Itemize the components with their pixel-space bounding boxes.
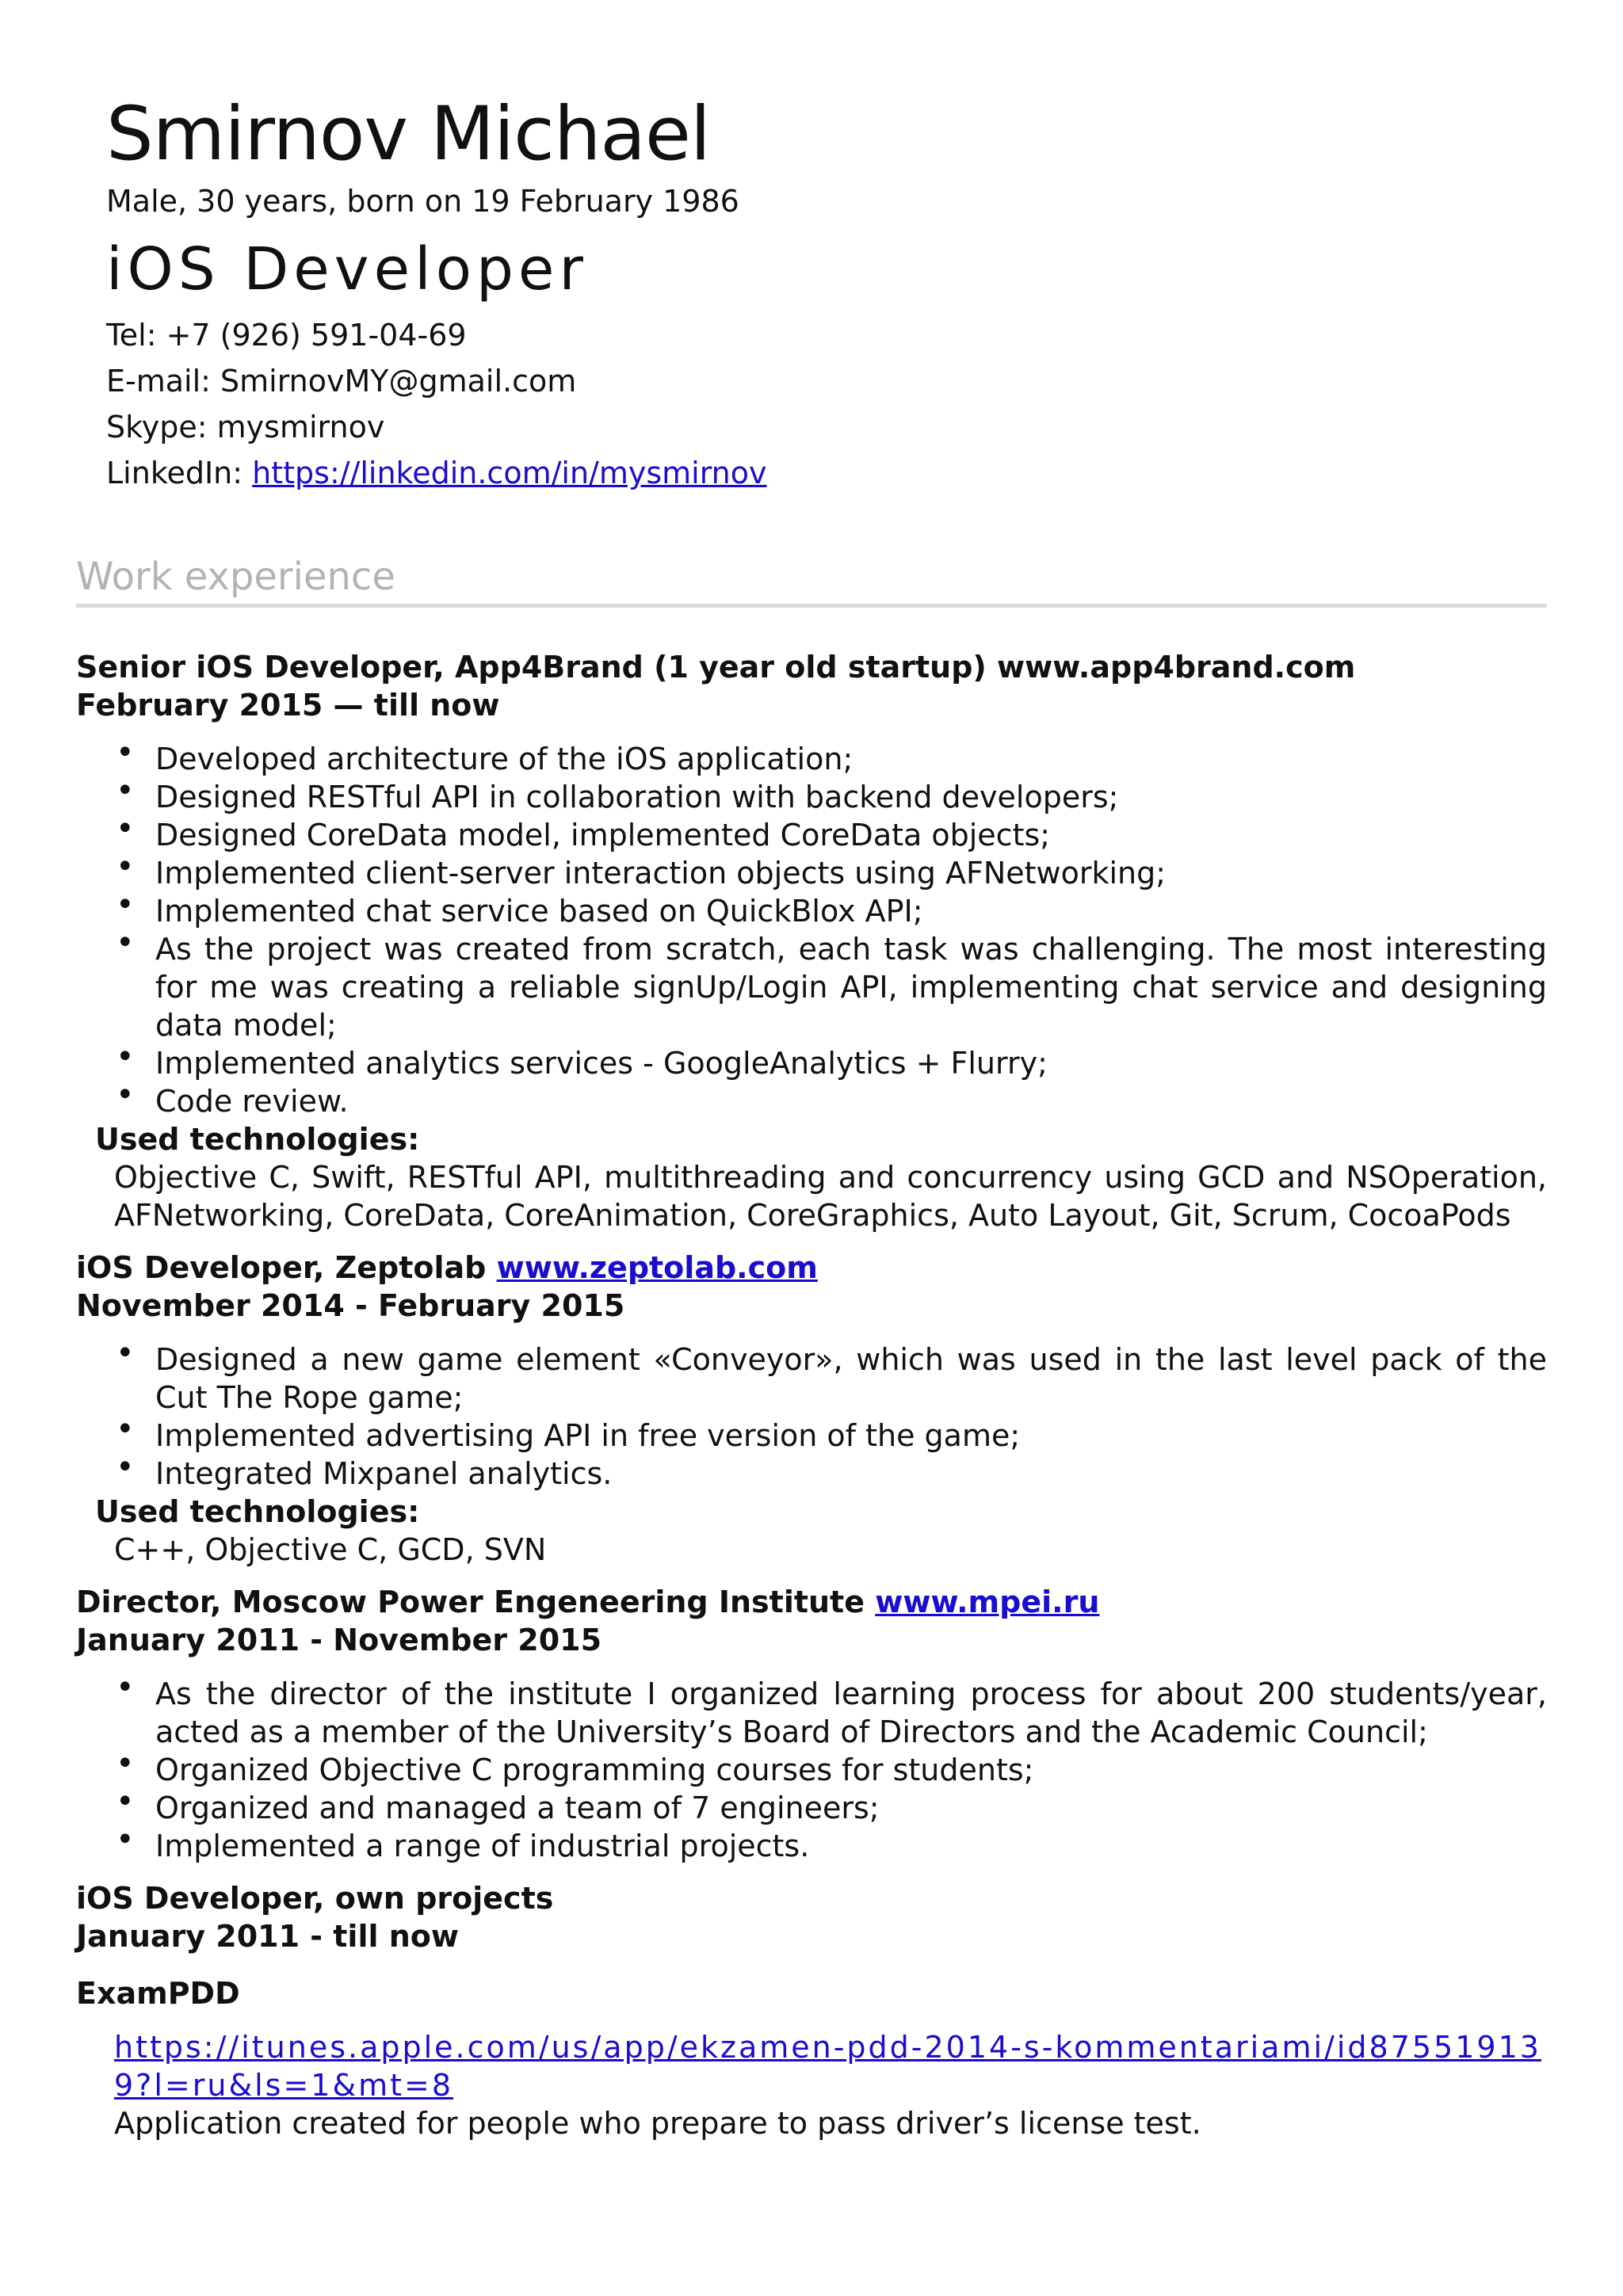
job-entry-own-projects [76, 1879, 1547, 2142]
desired-position: iOS Developer [106, 235, 588, 303]
contact-list [106, 312, 766, 496]
resume-name: Smirnov Michael [106, 91, 710, 177]
job-title: iOS Developer, own projects [76, 1881, 554, 1916]
company-link[interactable]: www.zeptolab.com [496, 1250, 818, 1285]
job-dates: January 2011 - till now [76, 1919, 459, 1954]
duty-item: • Implemented analytics services - GoogleAnalytics + Flurry; [76, 1044, 1547, 1082]
contact-phone [106, 312, 766, 358]
duties-list [76, 1675, 1547, 1865]
duty-item: • Designed RESTful API in collaboration with backend developers; [76, 778, 1547, 816]
job-title [76, 1583, 1547, 1621]
job-dates: November 2014 - February 2015 [76, 1288, 625, 1323]
duties-list [76, 740, 1547, 1120]
project-description: Application created for people who prepare to pass driver’s license test. [114, 2106, 1201, 2141]
duty-item: • Code review. [76, 1082, 1547, 1120]
contact-label: Skype: [106, 410, 217, 444]
job-title [76, 648, 1547, 686]
duty-item: • Implemented a range of industrial projects. [76, 1827, 1547, 1865]
duty-item: • Developed architecture of the iOS application; [76, 740, 1547, 778]
contact-label: Tel: [106, 318, 166, 353]
tech-list: Objective C, Swift, RESTful API, multithreading and concurrency using GCD and NSOperation, AFNetworking, CoreData, CoreAnimation, CoreGraphics, Auto Layout, Git, Scrum, CocoaPods [114, 1160, 1547, 1233]
duty-item: • As the director of the institute I organized learning process for about 200 students/year, acted as a member of the University’s Board of Directors and the Academic Council; [76, 1675, 1547, 1751]
duty-item: • Organized and managed a team of 7 engineers; [76, 1789, 1547, 1827]
tech-label: Used technologies: [95, 1494, 420, 1529]
duty-item: • As the project was created from scratch, each task was challenging. The most interesting for me was creating a reliable signUp/Login API, implementing chat service and designing data model; [76, 930, 1547, 1044]
job-dates: February 2015 — till now [76, 688, 500, 723]
job-title [76, 1249, 1547, 1287]
tech-label: Used technologies: [95, 1122, 420, 1157]
skype-value: mysmirnov [216, 410, 385, 444]
work-experience-list [76, 648, 1547, 2157]
duty-item: • Implemented advertising API in free version of the game; [76, 1417, 1547, 1455]
email-value: SmirnovMY@gmail.com [220, 364, 577, 399]
duty-item: • Organized Objective C programming courses for students; [76, 1751, 1547, 1789]
duty-item: • Designed CoreData model, implemented CoreData objects; [76, 816, 1547, 854]
job-entry-app4brand [76, 648, 1547, 1234]
duty-item: • Implemented client-server interaction objects using AFNetworking; [76, 854, 1547, 892]
duty-item: • Designed a new game element «Conveyor», which was used in the last level pack of the Cut The Rope game; [76, 1341, 1547, 1417]
linkedin-link[interactable]: https://linkedin.com/in/mysmirnov [252, 456, 767, 490]
personal-info: Male, 30 years, born on 19 February 1986 [106, 184, 739, 219]
duty-item: • Implemented chat service based on QuickBlox API; [76, 892, 1547, 930]
contact-label: LinkedIn: [106, 456, 253, 490]
section-divider [76, 604, 1547, 608]
contact-label: E-mail: [106, 364, 221, 399]
job-entry-mpei [76, 1583, 1547, 1865]
contact-email [106, 358, 766, 404]
contact-skype [106, 404, 766, 450]
section-title-work-experience: Work experience [76, 555, 395, 599]
job-title-text: Senior iOS Developer, App4Brand (1 year old startup) www.app4brand.com [76, 650, 1356, 685]
tech-list: C++, Objective C, GCD, SVN [114, 1532, 547, 1567]
phone-value: +7 (926) 591-04-69 [166, 318, 467, 353]
company-link[interactable]: www.mpei.ru [875, 1585, 1100, 1619]
duty-item: • Integrated Mixpanel analytics. [76, 1455, 1547, 1493]
job-title-text: iOS Developer, Zeptolab [76, 1250, 497, 1285]
duties-list [76, 1341, 1547, 1493]
job-entry-zeptolab [76, 1249, 1547, 1569]
job-dates: January 2011 - November 2015 [76, 1623, 602, 1657]
project-name: ExamPDD [76, 1976, 240, 2011]
job-title-text: Director, Moscow Power Engeneering Institute [76, 1585, 876, 1619]
contact-linkedin [106, 450, 766, 496]
project-app-store-link[interactable]: https://itunes.apple.com/us/app/ekzamen-pdd-2014-s-kommentariami/id875519139?l=ru&ls=1&mt=8 [114, 2030, 1541, 2103]
